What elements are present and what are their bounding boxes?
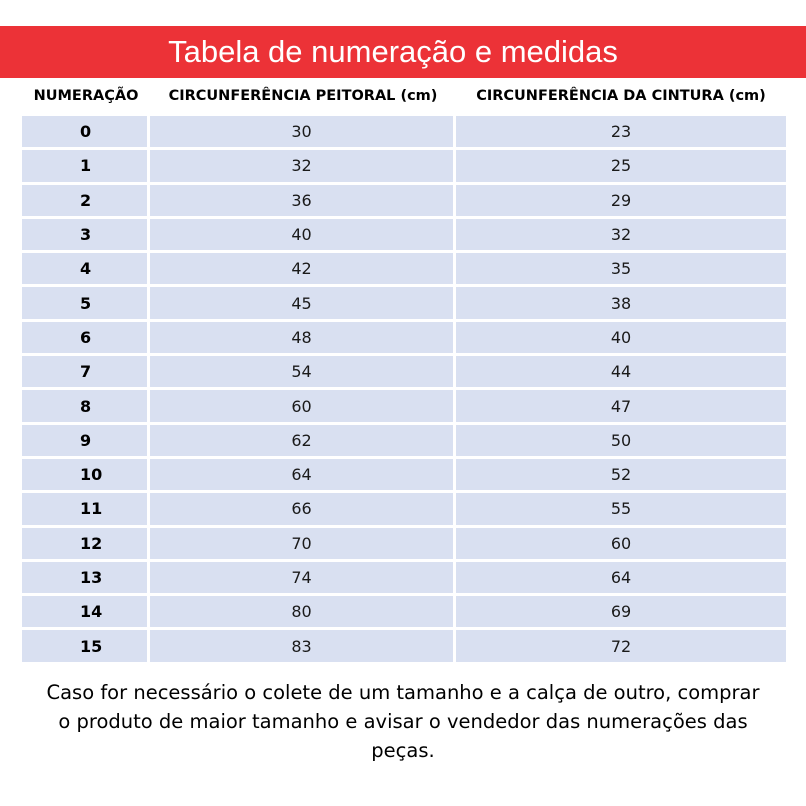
cell-peitoral: 64 xyxy=(150,459,456,493)
table-row xyxy=(22,493,786,527)
cell-cintura: 29 xyxy=(456,185,786,219)
cell-cintura: 69 xyxy=(456,596,786,630)
cell-numeracao: 14 xyxy=(22,596,150,630)
cell-cintura: 38 xyxy=(456,287,786,321)
cell-cintura: 60 xyxy=(456,528,786,562)
cell-numeracao: 15 xyxy=(22,630,150,664)
cell-numeracao: 2 xyxy=(22,185,150,219)
cell-peitoral: 32 xyxy=(150,150,456,184)
cell-peitoral: 48 xyxy=(150,322,456,356)
cell-cintura: 25 xyxy=(456,150,786,184)
table-row xyxy=(22,219,786,253)
cell-numeracao: 6 xyxy=(22,322,150,356)
cell-cintura: 50 xyxy=(456,425,786,459)
table-body xyxy=(22,116,786,665)
cell-numeracao: 7 xyxy=(22,356,150,390)
cell-peitoral: 30 xyxy=(150,116,456,150)
cell-cintura: 64 xyxy=(456,562,786,596)
table-row xyxy=(22,356,786,390)
header-numeracao: NUMERAÇÃO xyxy=(22,79,150,116)
cell-numeracao: 8 xyxy=(22,390,150,424)
table-row xyxy=(22,390,786,424)
cell-peitoral: 36 xyxy=(150,185,456,219)
table-header xyxy=(22,79,786,116)
table-row xyxy=(22,630,786,664)
cell-peitoral: 60 xyxy=(150,390,456,424)
table-row xyxy=(22,253,786,287)
cell-cintura: 40 xyxy=(456,322,786,356)
cell-numeracao: 11 xyxy=(22,493,150,527)
table-row xyxy=(22,322,786,356)
table-row xyxy=(22,185,786,219)
table-row xyxy=(22,528,786,562)
size-table xyxy=(22,79,786,665)
table-header-row xyxy=(22,79,786,116)
cell-numeracao: 0 xyxy=(22,116,150,150)
cell-cintura: 44 xyxy=(456,356,786,390)
page-title: Tabela de numeração e medidas xyxy=(0,26,806,78)
cell-peitoral: 70 xyxy=(150,528,456,562)
cell-peitoral: 74 xyxy=(150,562,456,596)
cell-peitoral: 66 xyxy=(150,493,456,527)
header-peitoral: CIRCUNFERÊNCIA PEITORAL (cm) xyxy=(150,79,456,116)
table-row xyxy=(22,596,786,630)
cell-numeracao: 10 xyxy=(22,459,150,493)
cell-numeracao: 5 xyxy=(22,287,150,321)
table-row xyxy=(22,116,786,150)
cell-numeracao: 1 xyxy=(22,150,150,184)
table-row xyxy=(22,425,786,459)
table-row xyxy=(22,459,786,493)
cell-numeracao: 3 xyxy=(22,219,150,253)
cell-cintura: 55 xyxy=(456,493,786,527)
cell-numeracao: 12 xyxy=(22,528,150,562)
cell-peitoral: 80 xyxy=(150,596,456,630)
table-row xyxy=(22,287,786,321)
table-row xyxy=(22,150,786,184)
cell-peitoral: 62 xyxy=(150,425,456,459)
table-row xyxy=(22,562,786,596)
cell-peitoral: 45 xyxy=(150,287,456,321)
cell-cintura: 52 xyxy=(456,459,786,493)
cell-cintura: 47 xyxy=(456,390,786,424)
cell-numeracao: 4 xyxy=(22,253,150,287)
cell-cintura: 23 xyxy=(456,116,786,150)
cell-cintura: 72 xyxy=(456,630,786,664)
header-cintura: CIRCUNFERÊNCIA DA CINTURA (cm) xyxy=(456,79,786,116)
cell-peitoral: 54 xyxy=(150,356,456,390)
cell-numeracao: 13 xyxy=(22,562,150,596)
cell-peitoral: 40 xyxy=(150,219,456,253)
cell-cintura: 32 xyxy=(456,219,786,253)
cell-cintura: 35 xyxy=(456,253,786,287)
cell-peitoral: 83 xyxy=(150,630,456,664)
footer-note: Caso for necessário o colete de um tamanho e a calça de outro, comprar o produto de maior tamanho e avisar o vendedor das numerações das peças. xyxy=(46,681,760,762)
cell-numeracao: 9 xyxy=(22,425,150,459)
cell-peitoral: 42 xyxy=(150,253,456,287)
